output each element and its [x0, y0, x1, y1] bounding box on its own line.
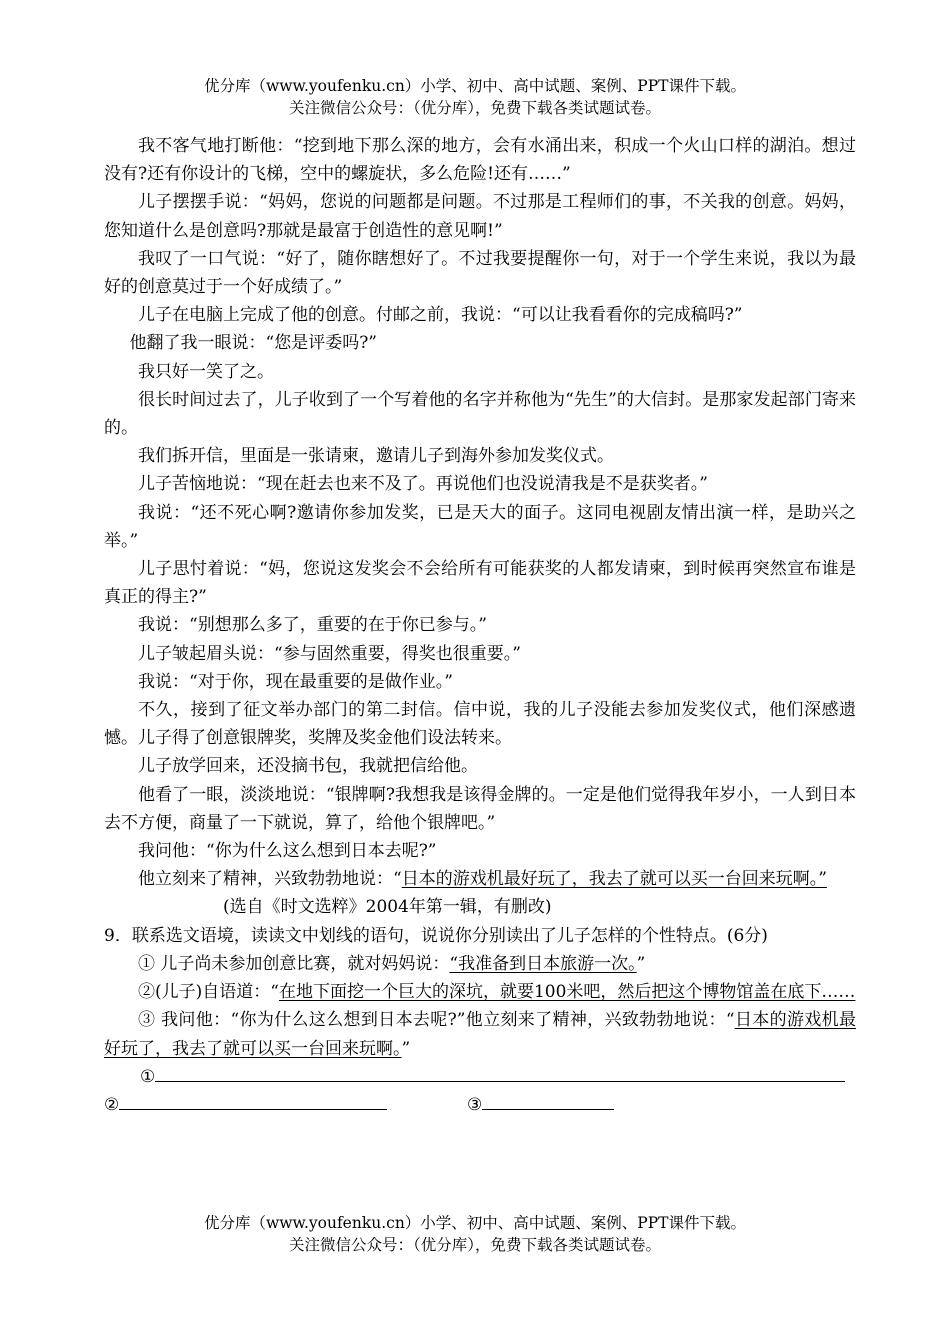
story-paragraph: 我叹了一口气说：“好了，随你瞎想好了。不过我要提醒你一句，对于一个学生来说，我以为最好的创意莫过于一个好成绩了。”	[104, 248, 856, 298]
question-item-1	[104, 950, 856, 978]
story-paragraph: 我说：“还不死心啊?邀请你参加发奖，已是天大的面子。这同电视剧友情出演一样，是助兴之举。”	[104, 502, 856, 551]
item-lead: ③ 我问他：“你为什么这么想到日本去呢?”他立刻来了精神，兴致勃勃地说：“	[138, 1010, 735, 1031]
story-paragraph: 我们拆开信，里面是一张请柬，邀请儿子到海外参加发奖仪式。	[138, 446, 614, 467]
story-paragraph: 我不客气地打断他：“挖到地下那么深的地方，会有水涌出来，积成一个火山口样的湖泊。想过没有?还有你设计的飞梯，空中的螺旋状，多么危险!还有……”	[104, 136, 856, 185]
item-underlined: “我准备到日本旅游一次。	[449, 953, 637, 974]
blank-label: ③	[467, 1094, 483, 1115]
story-paragraph: 他翻了我一眼说：“您是评委吗?”	[129, 333, 377, 354]
item-underlined: 在地下面挖一个巨大的深坑，就要100米吧，然后把这个博物馆盖在底下……	[278, 982, 856, 1003]
question-stem: 9．联系选文语境，读读文中划线的语句，说说你分别读出了儿子怎样的个性特点。(6分)	[104, 925, 768, 946]
item-tail: ”	[636, 953, 646, 974]
story-paragraph: 儿子放学回来，还没摘书包，我就把信给他。	[138, 756, 478, 777]
story-paragraph: 我只好一笑了之。	[138, 361, 274, 382]
page-footer-line1: 优分库（www.youfenku.cn）小学、初中、高中试题、案例、PPT课件下载。	[203, 1214, 747, 1232]
page-header-line1: 优分库（www.youfenku.cn）小学、初中、高中试题、案例、PPT课件下载。	[203, 77, 747, 95]
story-paragraph: 我说：“别想那么多了，重要的在于你已参与。”	[138, 615, 487, 636]
story-paragraph: 我说：“对于你，现在最重要的是做作业。”	[138, 671, 453, 692]
story-paragraph: 很长时间过去了，儿子收到了一个写着他的名字并称他为“先生”的大信封。是那家发起部门寄来的。	[104, 389, 856, 439]
story-paragraph: 他看了一眼，淡淡地说：“银牌啊?我想我是该得金牌的。一定是他们觉得我年岁小，一人到日本去不方便，商量了一下就说，算了，给他个银牌吧。”	[104, 784, 856, 833]
question-item-3	[104, 1006, 856, 1062]
blank-label: ②	[104, 1094, 120, 1115]
story-paragraph: 儿子皱起眉头说：“参与固然重要，得奖也很重要。”	[138, 643, 521, 664]
blank-label: ①	[140, 1066, 156, 1087]
answer-blank-1[interactable]	[140, 1063, 845, 1091]
last-paragraph-lead: 他立刻来了精神，兴致勃勃地说：“	[138, 869, 402, 890]
item-lead: ① 儿子尚未参加创意比赛，就对妈妈说：	[138, 953, 450, 974]
answer-blanks	[104, 1063, 856, 1127]
page-footer-line2: 关注微信公众号：（优分库），免费下载各类试题试卷。	[288, 1236, 661, 1254]
story-paragraph: 儿子摆摆手说：“妈妈，您说的问题都是问题。不过那是工程师们的事，不关我的创意。妈妈，您知道什么是创意吗?那就是最富于创造性的意见啊!”	[104, 192, 856, 241]
source-citation: (选自《时文选粹》2004年第一辑，有删改)	[223, 897, 552, 918]
question-item-2	[104, 978, 856, 1006]
blank-line	[119, 1108, 387, 1110]
story-paragraph: 儿子思忖着说：“妈，您说这发奖会不会给所有可能获奖的人都发请柬，到时候再突然宣布谁是真正的得主?”	[104, 559, 856, 608]
blank-line	[482, 1108, 614, 1110]
story-paragraph: 儿子在电脑上完成了他的创意。付邮之前，我说：“可以让我看看你的完成稿吗?”	[138, 305, 743, 326]
story-last-paragraph	[104, 865, 856, 893]
story-paragraph: 儿子苦恼地说：“现在赶去也来不及了。再说他们也没说清我是不是获奖者。”	[138, 474, 708, 495]
item-underlined: 日本的游戏机最好玩了，我去了就可以买一台回来玩啊。	[104, 1010, 857, 1059]
item-tail: ”	[401, 1038, 411, 1059]
page-header-line2: 关注微信公众号：（优分库），免费下载各类试题试卷。	[288, 99, 661, 117]
story-paragraph: 不久，接到了征文举办部门的第二封信。信中说，我的儿子没能去参加发奖仪式，他们深感遗憾。儿子得了创意银牌奖，奖牌及奖金他们设法转来。	[104, 700, 856, 749]
article-body	[104, 132, 856, 1127]
underlined-sentence: 日本的游戏机最好玩了，我去了就可以买一台回来玩啊。”	[401, 869, 827, 890]
answer-blank-2[interactable]	[104, 1091, 387, 1119]
answer-blank-3[interactable]	[467, 1091, 614, 1119]
blank-line	[155, 1080, 845, 1082]
story-paragraph: 我问他：“你为什么这么想到日本去呢?”	[138, 841, 437, 862]
item-lead: ②(儿子)自语道：“	[138, 982, 279, 1003]
